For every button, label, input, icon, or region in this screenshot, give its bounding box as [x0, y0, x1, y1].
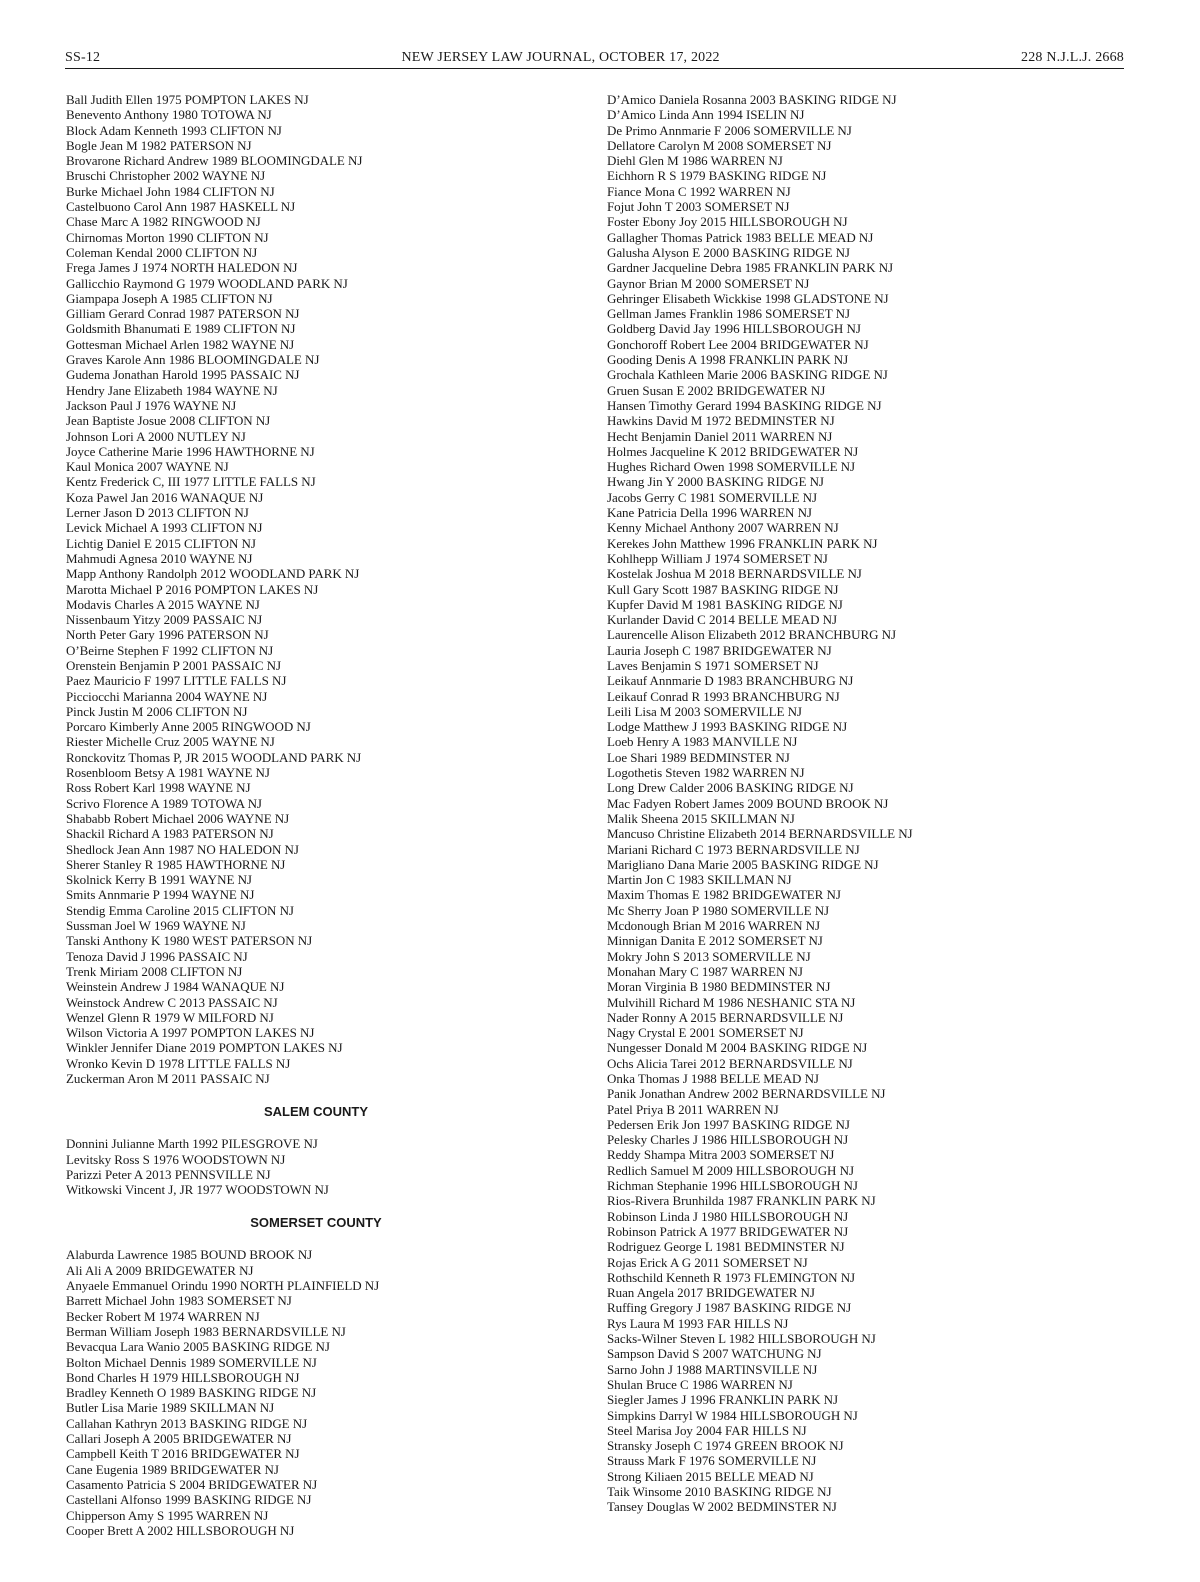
- attorney-entry: Dellatore Carolyn M 2008 SOMERSET NJ: [607, 137, 832, 153]
- attorney-entry: Leikauf Annmarie D 1983 BRANCHBURG NJ: [607, 673, 854, 689]
- attorney-entry: Johnson Lori A 2000 NUTLEY NJ: [66, 428, 246, 444]
- attorney-entry: Gardner Jacqueline Debra 1985 FRANKLIN PARK NJ: [607, 260, 894, 276]
- attorney-entry: Hansen Timothy Gerard 1994 BASKING RIDGE NJ: [607, 397, 882, 413]
- attorney-entry: Wronko Kevin D 1978 LITTLE FALLS NJ: [66, 1055, 291, 1071]
- attorney-entry: Fiance Mona C 1992 WARREN NJ: [607, 183, 791, 199]
- attorney-entry: Mariani Richard C 1973 BERNARDSVILLE NJ: [607, 841, 860, 857]
- attorney-entry: Ronckovitz Thomas P, JR 2015 WOODLAND PARK NJ: [66, 749, 362, 765]
- right-column: [607, 92, 1167, 1515]
- attorney-entry: Richman Stephanie 1996 HILLSBOROUGH NJ: [607, 1178, 858, 1194]
- attorney-entry: Butler Lisa Marie 1989 SKILLMAN NJ: [66, 1400, 275, 1416]
- attorney-entry: Jackson Paul J 1976 WAYNE NJ: [66, 397, 237, 413]
- attorney-entry: De Primo Annmarie F 2006 SOMERVILLE NJ: [607, 122, 852, 138]
- attorney-entry: Eichhorn R S 1979 BASKING RIDGE NJ: [607, 168, 827, 184]
- attorney-entry: Shababb Robert Michael 2006 WAYNE NJ: [66, 810, 290, 826]
- attorney-entry: Ross Robert Karl 1998 WAYNE NJ: [66, 780, 251, 796]
- attorney-entry: Gottesman Michael Arlen 1982 WAYNE NJ: [66, 336, 295, 352]
- attorney-entry: Tansey Douglas W 2002 BEDMINSTER NJ: [607, 1499, 837, 1515]
- attorney-entry: Rios-Rivera Brunhilda 1987 FRANKLIN PARK NJ: [607, 1193, 876, 1209]
- somerset-county-list: [66, 1247, 536, 1538]
- attorney-entry: Tanski Anthony K 1980 WEST PATERSON NJ: [66, 933, 313, 949]
- attorney-entry: Stendig Emma Caroline 2015 CLIFTON NJ: [66, 902, 294, 918]
- attorney-entry: Onka Thomas J 1988 BELLE MEAD NJ: [607, 1071, 819, 1086]
- attorney-entry: Gaynor Brian M 2000 SOMERSET NJ: [607, 275, 810, 291]
- attorney-entry: Mapp Anthony Randolph 2012 WOODLAND PARK NJ: [66, 566, 360, 582]
- attorney-entry: Berman William Joseph 1983 BERNARDSVILLE NJ: [66, 1323, 346, 1339]
- attorney-entry: Stransky Joseph C 1974 GREEN BROOK NJ: [607, 1438, 844, 1454]
- attorney-entry: Castelbuono Carol Ann 1987 HASKELL NJ: [66, 199, 296, 215]
- attorney-entry: Leikauf Conrad R 1993 BRANCHBURG NJ: [607, 688, 840, 704]
- attorney-entry: Fojut John T 2003 SOMERSET NJ: [607, 199, 790, 215]
- attorney-entry: O’Beirne Stephen F 1992 CLIFTON NJ: [66, 642, 274, 658]
- attorney-entry: Kerekes John Matthew 1996 FRANKLIN PARK NJ: [607, 535, 878, 551]
- attorney-entry: Strauss Mark F 1976 SOMERVILLE NJ: [607, 1453, 817, 1469]
- attorney-entry: Pinck Justin M 2006 CLIFTON NJ: [66, 703, 248, 719]
- attorney-entry: Panik Jonathan Andrew 2002 BERNARDSVILLE NJ: [607, 1086, 886, 1102]
- attorney-entry: Robinson Patrick A 1977 BRIDGEWATER NJ: [607, 1223, 849, 1239]
- attorney-entry: Trenk Miriam 2008 CLIFTON NJ: [66, 963, 243, 979]
- attorney-entry: Leili Lisa M 2003 SOMERVILLE NJ: [607, 703, 802, 719]
- attorney-entry: Hecht Benjamin Daniel 2011 WARREN NJ: [607, 428, 833, 444]
- attorney-entry: Rosenbloom Betsy A 1981 WAYNE NJ: [66, 765, 270, 781]
- attorney-entry: Nader Ronny A 2015 BERNARDSVILLE NJ: [607, 1009, 844, 1025]
- attorney-entry: Ruffing Gregory J 1987 BASKING RIDGE NJ: [607, 1300, 852, 1316]
- attorney-entry: Campbell Keith T 2016 BRIDGEWATER NJ: [66, 1446, 300, 1462]
- attorney-entry: Redlich Samuel M 2009 HILLSBOROUGH NJ: [607, 1162, 854, 1178]
- attorney-entry: Kurlander David C 2014 BELLE MEAD NJ: [607, 612, 837, 628]
- attorney-entry: Chirnomas Morton 1990 CLIFTON NJ: [66, 229, 269, 245]
- attorney-entry: Kentz Frederick C, III 1977 LITTLE FALLS NJ: [66, 474, 316, 490]
- attorney-entry: Cane Eugenia 1989 BRIDGEWATER NJ: [66, 1461, 279, 1477]
- attorney-entry: Mahmudi Agnesa 2010 WAYNE NJ: [66, 550, 253, 566]
- attorney-entry: Bond Charles H 1979 HILLSBOROUGH NJ: [66, 1369, 300, 1385]
- attorney-entry: Strong Kiliaen 2015 BELLE MEAD NJ: [607, 1468, 814, 1484]
- attorney-entry: Shulan Bruce C 1986 WARREN NJ: [607, 1376, 793, 1392]
- attorney-entry: Sussman Joel W 1969 WAYNE NJ: [66, 918, 246, 934]
- attorney-entry: Laurencelle Alison Elizabeth 2012 BRANCHBURG NJ: [607, 627, 897, 643]
- attorney-entry: Gehringer Elisabeth Wickkise 1998 GLADSTONE NJ: [607, 290, 889, 306]
- attorney-entry: Levitsky Ross S 1976 WOODSTOWN NJ: [66, 1151, 286, 1167]
- attorney-entry: Giampapa Joseph A 1985 CLIFTON NJ: [66, 290, 273, 306]
- attorney-entry: Ball Judith Ellen 1975 POMPTON LAKES NJ: [66, 92, 309, 107]
- attorney-entry: Bradley Kenneth O 1989 BASKING RIDGE NJ: [66, 1385, 317, 1401]
- attorney-entry: Goldberg David Jay 1996 HILLSBOROUGH NJ: [607, 321, 861, 337]
- attorney-entry: Gilliam Gerard Conrad 1987 PATERSON NJ: [66, 306, 300, 322]
- attorney-entry: Chase Marc A 1982 RINGWOOD NJ: [66, 214, 261, 230]
- attorney-entry: Logothetis Steven 1982 WARREN NJ: [607, 765, 805, 781]
- attorney-entry: Block Adam Kenneth 1993 CLIFTON NJ: [66, 122, 282, 138]
- attorney-entry: Gruen Susan E 2002 BRIDGEWATER NJ: [607, 382, 826, 398]
- attorney-entry: Burke Michael John 1984 CLIFTON NJ: [66, 183, 275, 199]
- attorney-entry: Modavis Charles A 2015 WAYNE NJ: [66, 596, 260, 612]
- attorney-entry: Kane Patricia Della 1996 WARREN NJ: [607, 505, 812, 521]
- attorney-entry: Loe Shari 1989 BEDMINSTER NJ: [607, 749, 790, 765]
- attorney-entry: Lauria Joseph C 1987 BRIDGEWATER NJ: [607, 642, 832, 658]
- passaic-county-list: [66, 92, 536, 1086]
- attorney-entry: Becker Robert M 1974 WARREN NJ: [66, 1308, 260, 1324]
- attorney-entry: Pedersen Erik Jon 1997 BASKING RIDGE NJ: [607, 1116, 850, 1132]
- attorney-entry: Orenstein Benjamin P 2001 PASSAIC NJ: [66, 657, 282, 673]
- attorney-entry: D’Amico Linda Ann 1994 ISELIN NJ: [607, 107, 805, 123]
- left-column: [66, 92, 536, 1538]
- attorney-entry: Long Drew Calder 2006 BASKING RIDGE NJ: [607, 780, 854, 796]
- attorney-entry: Picciocchi Marianna 2004 WAYNE NJ: [66, 688, 268, 704]
- attorney-entry: Levick Michael A 1993 CLIFTON NJ: [66, 520, 263, 536]
- attorney-entry: Lerner Jason D 2013 CLIFTON NJ: [66, 505, 249, 521]
- attorney-entry: Benevento Anthony 1980 TOTOWA NJ: [66, 107, 272, 123]
- attorney-entry: Jacobs Gerry C 1981 SOMERVILLE NJ: [607, 489, 817, 505]
- attorney-entry: Bruschi Christopher 2002 WAYNE NJ: [66, 168, 266, 184]
- attorney-entry: Robinson Linda J 1980 HILLSBOROUGH NJ: [607, 1208, 849, 1224]
- attorney-entry: Smits Annmarie P 1994 WAYNE NJ: [66, 887, 255, 903]
- attorney-entry: Sacks-Wilner Steven L 1982 HILLSBOROUGH NJ: [607, 1331, 876, 1347]
- attorney-entry: Marigliano Dana Marie 2005 BASKING RIDGE NJ: [607, 856, 879, 872]
- attorney-entry: D’Amico Daniela Rosanna 2003 BASKING RIDGE NJ: [607, 92, 897, 107]
- attorney-entry: Nissenbaum Yitzy 2009 PASSAIC NJ: [66, 612, 263, 628]
- attorney-entry: Foster Ebony Joy 2015 HILLSBOROUGH NJ: [607, 214, 848, 230]
- attorney-entry: Brovarone Richard Andrew 1989 BLOOMINGDALE NJ: [66, 153, 363, 169]
- attorney-entry: Hwang Jin Y 2000 BASKING RIDGE NJ: [607, 474, 824, 490]
- attorney-entry: Wilson Victoria A 1997 POMPTON LAKES NJ: [66, 1025, 315, 1041]
- attorney-entry: Wenzel Glenn R 1979 W MILFORD NJ: [66, 1009, 274, 1025]
- attorney-entry: Lodge Matthew J 1993 BASKING RIDGE NJ: [607, 719, 848, 735]
- attorney-entry: Weinstein Andrew J 1984 WANAQUE NJ: [66, 979, 285, 995]
- attorney-entry: Laves Benjamin S 1971 SOMERSET NJ: [607, 657, 819, 673]
- attorney-entry: Kull Gary Scott 1987 BASKING RIDGE NJ: [607, 581, 839, 597]
- attorney-entry: Paez Mauricio F 1997 LITTLE FALLS NJ: [66, 673, 287, 689]
- attorney-entry: Reddy Shampa Mitra 2003 SOMERSET NJ: [607, 1147, 835, 1163]
- attorney-entry: Mac Fadyen Robert James 2009 BOUND BROOK NJ: [607, 795, 889, 811]
- attorney-entry: Witkowski Vincent J, JR 1977 WOODSTOWN NJ: [66, 1182, 329, 1198]
- attorney-entry: Koza Pawel Jan 2016 WANAQUE NJ: [66, 489, 264, 505]
- salem-county-list: [66, 1136, 536, 1197]
- attorney-entry: Ochs Alicia Tarei 2012 BERNARDSVILLE NJ: [607, 1055, 853, 1071]
- attorney-entry: Chipperson Amy S 1995 WARREN NJ: [66, 1507, 269, 1523]
- attorney-entry: Mc Sherry Joan P 1980 SOMERVILLE NJ: [607, 902, 830, 918]
- attorney-entry: Winkler Jennifer Diane 2019 POMPTON LAKES NJ: [66, 1040, 343, 1056]
- attorney-entry: Zuckerman Aron M 2011 PASSAIC NJ: [66, 1071, 270, 1086]
- publication-title: NEW JERSEY LAW JOURNAL, OCTOBER 17, 2022: [401, 50, 720, 65]
- attorney-entry: Kupfer David M 1981 BASKING RIDGE NJ: [607, 596, 843, 612]
- attorney-entry: Skolnick Kerry B 1991 WAYNE NJ: [66, 872, 252, 888]
- attorney-entry: Steel Marisa Joy 2004 FAR HILLS NJ: [607, 1422, 807, 1438]
- attorney-entry: Kostelak Joshua M 2018 BERNARDSVILLE NJ: [607, 566, 862, 582]
- attorney-entry: Sherer Stanley R 1985 HAWTHORNE NJ: [66, 856, 286, 872]
- attorney-entry: Anyaele Emmanuel Orindu 1990 NORTH PLAINFIELD NJ: [66, 1278, 380, 1294]
- attorney-entry: Barrett Michael John 1983 SOMERSET NJ: [66, 1293, 292, 1309]
- attorney-entry: Taik Winsome 2010 BASKING RIDGE NJ: [607, 1484, 832, 1500]
- attorney-entry: Patel Priya B 2011 WARREN NJ: [607, 1101, 779, 1117]
- somerset-county-heading: SOMERSET COUNTY: [250, 1215, 382, 1231]
- attorney-entry: Mulvihill Richard M 1986 NESHANIC STA NJ: [607, 994, 856, 1010]
- attorney-entry: Kaul Monica 2007 WAYNE NJ: [66, 459, 229, 475]
- attorney-entry: Malik Sheena 2015 SKILLMAN NJ: [607, 810, 795, 826]
- attorney-entry: Mancuso Christine Elizabeth 2014 BERNARDSVILLE NJ: [607, 826, 913, 842]
- citation: 228 N.J.L.J. 2668: [1021, 50, 1124, 65]
- attorney-entry: Weinstock Andrew C 2013 PASSAIC NJ: [66, 994, 278, 1010]
- salem-county-heading: SALEM COUNTY: [264, 1104, 368, 1120]
- attorney-entry: Bolton Michael Dennis 1989 SOMERVILLE NJ: [66, 1354, 317, 1370]
- attorney-entry: Donnini Julianne Marth 1992 PILESGROVE NJ: [66, 1136, 318, 1152]
- attorney-entry: Callari Joseph A 2005 BRIDGEWATER NJ: [66, 1431, 292, 1447]
- attorney-entry: Bogle Jean M 1982 PATERSON NJ: [66, 137, 252, 153]
- attorney-entry: Gudema Jonathan Harold 1995 PASSAIC NJ: [66, 367, 300, 383]
- attorney-entry: Coleman Kendal 2000 CLIFTON NJ: [66, 244, 258, 260]
- attorney-entry: Marotta Michael P 2016 POMPTON LAKES NJ: [66, 581, 319, 597]
- attorney-entry: Goldsmith Bhanumati E 1989 CLIFTON NJ: [66, 321, 296, 337]
- attorney-entry: Diehl Glen M 1986 WARREN NJ: [607, 153, 783, 169]
- attorney-entry: Callahan Kathryn 2013 BASKING RIDGE NJ: [66, 1415, 308, 1431]
- attorney-entry: Gallagher Thomas Patrick 1983 BELLE MEAD NJ: [607, 229, 874, 245]
- attorney-entry: Ruan Angela 2017 BRIDGEWATER NJ: [607, 1285, 815, 1301]
- attorney-entry: Galusha Alyson E 2000 BASKING RIDGE NJ: [607, 244, 850, 260]
- attorney-entry: Alaburda Lawrence 1985 BOUND BROOK NJ: [66, 1247, 313, 1263]
- attorney-entry: Rys Laura M 1993 FAR HILLS NJ: [607, 1315, 789, 1331]
- attorney-entry: Sarno John J 1988 MARTINSVILLE NJ: [607, 1361, 818, 1377]
- attorney-entry: Riester Michelle Cruz 2005 WAYNE NJ: [66, 734, 275, 750]
- attorney-entry: Siegler James J 1996 FRANKLIN PARK NJ: [607, 1392, 838, 1408]
- running-header: [65, 50, 1124, 69]
- attorney-entry: Pelesky Charles J 1986 HILLSBOROUGH NJ: [607, 1132, 849, 1148]
- attorney-entry: Sampson David S 2007 WATCHUNG NJ: [607, 1346, 822, 1362]
- attorney-entry: Scrivo Florence A 1989 TOTOWA NJ: [66, 795, 262, 811]
- attorney-entry: Jean Baptiste Josue 2008 CLIFTON NJ: [66, 413, 271, 429]
- attorney-entry: Rothschild Kenneth R 1973 FLEMINGTON NJ: [607, 1269, 856, 1285]
- attorney-entry: Porcaro Kimberly Anne 2005 RINGWOOD NJ: [66, 719, 311, 735]
- attorney-entry: Shedlock Jean Ann 1987 NO HALEDON NJ: [66, 841, 299, 857]
- attorney-entry: Gonchoroff Robert Lee 2004 BRIDGEWATER NJ: [607, 336, 869, 352]
- attorney-entry: Casamento Patricia S 2004 BRIDGEWATER NJ: [66, 1476, 318, 1492]
- attorney-entry: Frega James J 1974 NORTH HALEDON NJ: [66, 260, 298, 276]
- page-code: SS-12: [65, 50, 101, 65]
- attorney-entry: Rodriguez George L 1981 BEDMINSTER NJ: [607, 1239, 845, 1255]
- attorney-entry: Cooper Brett A 2002 HILLSBOROUGH NJ: [66, 1522, 295, 1538]
- attorney-entry: Simpkins Darryl W 1984 HILLSBOROUGH NJ: [607, 1407, 858, 1423]
- attorney-entry: Hawkins David M 1972 BEDMINSTER NJ: [607, 413, 835, 429]
- attorney-entry: Castellani Alfonso 1999 BASKING RIDGE NJ: [66, 1492, 312, 1508]
- attorney-entry: Minnigan Danita E 2012 SOMERSET NJ: [607, 933, 823, 949]
- attorney-entry: Graves Karole Ann 1986 BLOOMINGDALE NJ: [66, 352, 320, 368]
- attorney-entry: Nagy Crystal E 2001 SOMERSET NJ: [607, 1025, 804, 1041]
- attorney-entry: Gallicchio Raymond G 1979 WOODLAND PARK NJ: [66, 275, 348, 291]
- attorney-entry: Hughes Richard Owen 1998 SOMERVILLE NJ: [607, 459, 856, 475]
- attorney-entry: Bevacqua Lara Wanio 2005 BASKING RIDGE NJ: [66, 1339, 330, 1355]
- attorney-entry: Holmes Jacqueline K 2012 BRIDGEWATER NJ: [607, 443, 859, 459]
- attorney-entry: North Peter Gary 1996 PATERSON NJ: [66, 627, 269, 643]
- attorney-entry: Kenny Michael Anthony 2007 WARREN NJ: [607, 520, 839, 536]
- attorney-entry: Monahan Mary C 1987 WARREN NJ: [607, 963, 803, 979]
- attorney-entry: Shackil Richard A 1983 PATERSON NJ: [66, 826, 274, 842]
- attorney-entry: Martin Jon C 1983 SKILLMAN NJ: [607, 872, 792, 888]
- attorney-entry: Loeb Henry A 1983 MANVILLE NJ: [607, 734, 798, 750]
- attorney-entry: Nungesser Donald M 2004 BASKING RIDGE NJ: [607, 1040, 868, 1056]
- attorney-entry: Kohlhepp William J 1974 SOMERSET NJ: [607, 550, 828, 566]
- attorney-entry: Joyce Catherine Marie 1996 HAWTHORNE NJ: [66, 443, 315, 459]
- attorney-entry: Moran Virginia B 1980 BEDMINSTER NJ: [607, 979, 831, 995]
- somerset-county-list-continued: [607, 92, 1167, 1515]
- attorney-entry: Hendry Jane Elizabeth 1984 WAYNE NJ: [66, 382, 278, 398]
- attorney-entry: Ali Ali A 2009 BRIDGEWATER NJ: [66, 1262, 254, 1278]
- attorney-entry: Mcdonough Brian M 2016 WARREN NJ: [607, 918, 821, 934]
- attorney-entry: Parizzi Peter A 2013 PENNSVILLE NJ: [66, 1166, 271, 1182]
- attorney-entry: Mokry John S 2013 SOMERVILLE NJ: [607, 948, 811, 964]
- attorney-entry: Grochala Kathleen Marie 2006 BASKING RIDGE NJ: [607, 367, 888, 383]
- attorney-entry: Gooding Denis A 1998 FRANKLIN PARK NJ: [607, 352, 849, 368]
- attorney-entry: Lichtig Daniel E 2015 CLIFTON NJ: [66, 535, 256, 551]
- attorney-entry: Gellman James Franklin 1986 SOMERSET NJ: [607, 306, 851, 322]
- attorney-entry: Maxim Thomas E 1982 BRIDGEWATER NJ: [607, 887, 841, 903]
- attorney-entry: Rojas Erick A G 2011 SOMERSET NJ: [607, 1254, 808, 1270]
- attorney-entry: Tenoza David J 1996 PASSAIC NJ: [66, 948, 248, 964]
